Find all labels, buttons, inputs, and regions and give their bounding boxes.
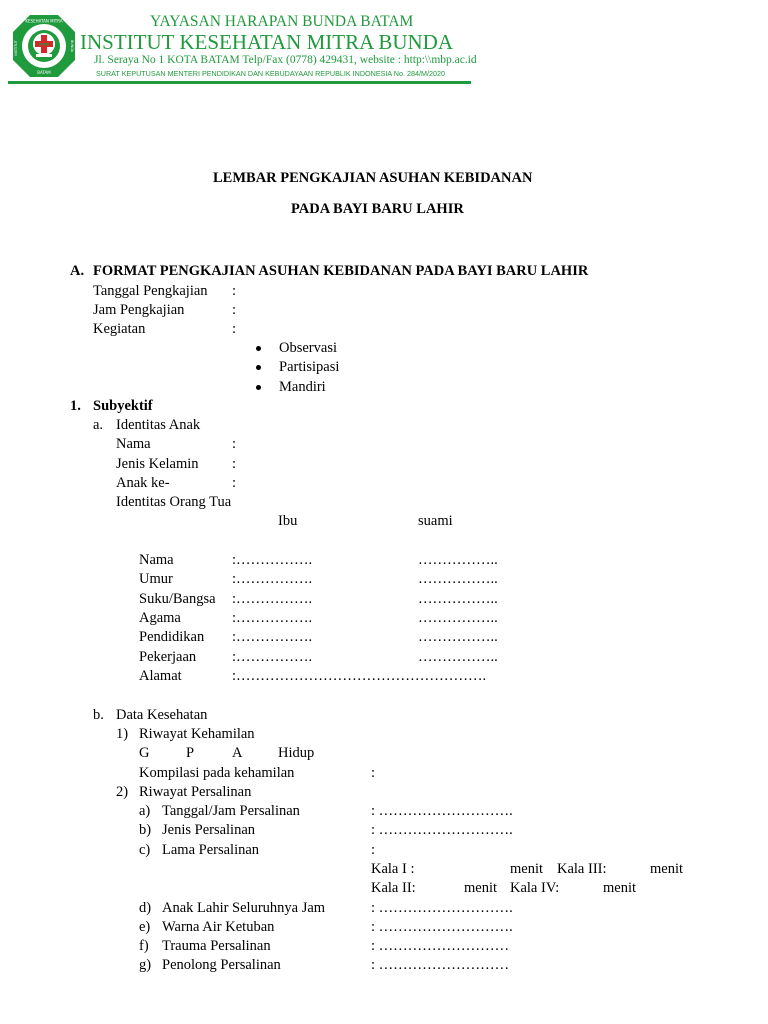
parent-row-father: …………….. bbox=[418, 610, 498, 626]
decree-text: SURAT KEPUTUSAN MENTERI PENDIDIKAN DAN KEBUDAYAAN REPUBLIK INDONESIA No. 284/M/2020 bbox=[96, 69, 445, 78]
labor-item-marker: c) bbox=[139, 842, 151, 858]
parent-row-father: …………….. bbox=[418, 629, 498, 645]
svg-text:BUNDA: BUNDA bbox=[70, 39, 74, 53]
labor-item-value: : bbox=[371, 842, 376, 858]
gpa-hidup: Hidup bbox=[278, 745, 315, 761]
subjective-heading: Subyektif bbox=[93, 398, 153, 414]
parent-row-father: …………….. bbox=[418, 552, 498, 568]
identity-label: Identitas Anak bbox=[116, 417, 201, 433]
field-label-kegiatan: Kegiatan bbox=[93, 321, 146, 337]
gpa-g: G bbox=[139, 745, 150, 761]
pregnancy-label: Riwayat Kehamilan bbox=[139, 726, 255, 742]
labor-label: Riwayat Persalinan bbox=[139, 784, 252, 800]
labor-item-label: Penolong Persalinan bbox=[162, 957, 281, 973]
address-label: Alamat bbox=[139, 668, 182, 684]
labor-item-label: Trauma Persalinan bbox=[162, 938, 271, 954]
field-label-tanggal: Tanggal Pengkajian bbox=[93, 283, 208, 299]
labor-item-marker: g) bbox=[139, 957, 152, 973]
institute-logo bbox=[12, 14, 76, 78]
field-label-jam: Jam Pengkajian bbox=[93, 302, 185, 318]
labor-item-value: : ……………………… bbox=[371, 938, 510, 954]
kala-4-label: Kala IV: bbox=[510, 880, 560, 896]
child-field-jenis-kelamin: Jenis Kelamin bbox=[116, 456, 199, 472]
child-field-nama: Nama bbox=[116, 436, 151, 452]
identity-marker: a. bbox=[93, 417, 104, 433]
col-mother: Ibu bbox=[278, 513, 298, 529]
labor-item-marker: b) bbox=[139, 822, 152, 838]
field-colon: : bbox=[232, 436, 237, 452]
bullet-icon bbox=[256, 385, 261, 390]
institute-address: Jl. Seraya No 1 KOTA BATAM Telp/Fax (0778) 429431, website : http:\\mbp.ac.id bbox=[94, 54, 477, 66]
kala-3-unit: menit bbox=[650, 861, 684, 877]
field-colon: : bbox=[232, 456, 237, 472]
labor-marker: 2) bbox=[116, 784, 129, 800]
labor-item-label: Lama Persalinan bbox=[162, 842, 260, 858]
labor-item-marker: e) bbox=[139, 919, 151, 935]
parent-row-mother: :……………. bbox=[232, 591, 313, 607]
gpa-p: P bbox=[186, 745, 195, 761]
bullet-icon bbox=[256, 346, 261, 351]
child-field-anak-ke: Anak ke- bbox=[116, 475, 170, 491]
address-value: :……………………………………………. bbox=[232, 668, 487, 684]
pregnancy-marker: 1) bbox=[116, 726, 129, 742]
parents-label: Identitas Orang Tua bbox=[116, 494, 232, 510]
labor-item-value: : ………………………. bbox=[371, 900, 513, 916]
kala-2-label: Kala II: bbox=[371, 880, 416, 896]
parent-row-mother: :……………. bbox=[232, 629, 313, 645]
foundation-name: YAYASAN HARAPAN BUNDA BATAM bbox=[150, 13, 414, 30]
kala-2-unit: menit bbox=[464, 880, 498, 896]
institute-name: INSTITUT KESEHATAN MITRA BUNDA bbox=[80, 30, 454, 54]
parent-row-mother: :……………. bbox=[232, 571, 313, 587]
title-line-2: PADA BAYI BARU LAHIR bbox=[291, 201, 464, 217]
labor-item-marker: f) bbox=[139, 938, 149, 954]
parent-row-mother: :……………. bbox=[232, 649, 313, 665]
parent-row-father: …………….. bbox=[418, 571, 498, 587]
svg-text:KESEHATAN MITRA: KESEHATAN MITRA bbox=[25, 18, 63, 24]
parent-row-label: Suku/Bangsa bbox=[139, 591, 216, 607]
parent-row-label: Agama bbox=[139, 610, 181, 626]
labor-item-label: Tanggal/Jam Persalinan bbox=[162, 803, 300, 819]
activity-mandiri: Mandiri bbox=[279, 379, 326, 395]
parent-row-label: Pekerjaan bbox=[139, 649, 197, 665]
header-divider bbox=[8, 81, 471, 84]
labor-item-marker: a) bbox=[139, 803, 151, 819]
labor-item-value: : ………………………. bbox=[371, 803, 513, 819]
kala-3-label: Kala III: bbox=[557, 861, 607, 877]
section-a-heading: FORMAT PENGKAJIAN ASUHAN KEBIDANAN PADA BAYI BARU LAHIR bbox=[93, 263, 589, 279]
field-colon: : bbox=[232, 321, 237, 337]
parent-row-label: Pendidikan bbox=[139, 629, 205, 645]
parent-row-mother: :……………. bbox=[232, 610, 313, 626]
parent-row-label: Umur bbox=[139, 571, 173, 587]
labor-item-value: : ……………………… bbox=[371, 957, 510, 973]
field-colon: : bbox=[371, 765, 376, 781]
parent-row-mother: :……………. bbox=[232, 552, 313, 568]
labor-item-marker: d) bbox=[139, 900, 152, 916]
gpa-a: A bbox=[232, 745, 243, 761]
labor-item-value: : ………………………. bbox=[371, 919, 513, 935]
parent-row-father: …………….. bbox=[418, 649, 498, 665]
complication-label: Kompilasi pada kehamilan bbox=[139, 765, 295, 781]
title-line-1: LEMBAR PENGKAJIAN ASUHAN KEBIDANAN bbox=[213, 170, 533, 186]
kala-1-unit: menit bbox=[510, 861, 544, 877]
health-marker: b. bbox=[93, 707, 104, 723]
field-colon: : bbox=[232, 302, 237, 318]
labor-item-label: Warna Air Ketuban bbox=[162, 919, 275, 935]
activity-observasi: Observasi bbox=[279, 340, 337, 356]
svg-text:IKMB: IKMB bbox=[38, 42, 50, 47]
activity-partisipasi: Partisipasi bbox=[279, 359, 340, 375]
col-father: suami bbox=[418, 513, 453, 529]
svg-text:INSTITUT: INSTITUT bbox=[14, 40, 18, 56]
parent-row-label: Nama bbox=[139, 552, 174, 568]
subjective-marker: 1. bbox=[70, 398, 81, 414]
parent-row-father: …………….. bbox=[418, 591, 498, 607]
svg-text:BATAM: BATAM bbox=[37, 70, 51, 75]
labor-item-value: : ………………………. bbox=[371, 822, 513, 838]
labor-item-label: Jenis Persalinan bbox=[162, 822, 256, 838]
kala-4-unit: menit bbox=[603, 880, 637, 896]
section-a-marker: A. bbox=[70, 263, 85, 279]
health-label: Data Kesehatan bbox=[116, 707, 208, 723]
labor-item-label: Anak Lahir Seluruhnya Jam bbox=[162, 900, 326, 916]
kala-1-label: Kala I : bbox=[371, 861, 415, 877]
bullet-icon bbox=[256, 365, 261, 370]
field-colon: : bbox=[232, 475, 237, 491]
field-colon: : bbox=[232, 283, 237, 299]
